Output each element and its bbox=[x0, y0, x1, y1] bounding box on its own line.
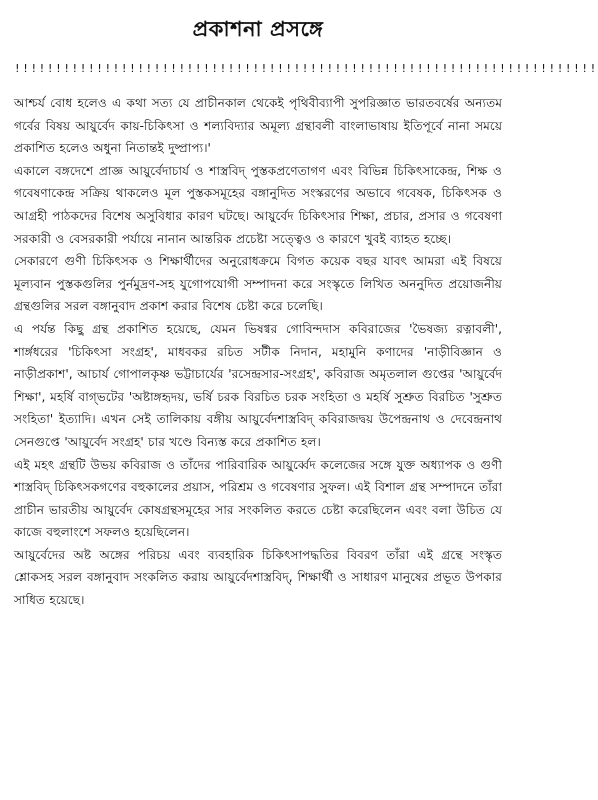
paragraph-5: এই মহৎ গ্রন্থটি উভয় কবিরাজ ও তাঁদের পারিবারিক আয়ুর্ব্বেদ কলেজের সঙ্গে যুক্ত অধ্যাপক ও গুণী শাস্ত্রবিদ্‌ চিকিৎসকগণের বহুকালের প্রয়াস, পরিশ্রম ও গবেষণার সুফল। এই বিশাল গ্রন্থ সম্পাদনে তাঁরা প্রাচীন ভারতীয় আয়ুর্বেদ কোষগ্রন্থসমূহের সার সংকলিত করতে চেষ্টা করেছিলেন এবং বলা উচিত যে কাজে বহুলাংশে সফলও হয়েছিলেন। bbox=[14, 457, 502, 540]
paragraph-3: সেকারণে গুণী চিকিৎসক ও শিক্ষার্থীদের অনুরোধক্রমে বিগত কয়েক বছর যাবৎ আমরা এই বিষয়ে মূল্যবান পুস্তকগুলির পুর্নমুদ্রণ-সহ যুগোপযোগী সম্পাদনা করে সংস্কৃতে লিখিত অননুদিত প্রয়োজনীয় গ্রন্থগুলির সরল বঙ্গানুবাদ প্রকাশ করার বিশেষ চেষ্টা করে চলেছি। bbox=[14, 254, 502, 314]
exclamation-divider: !!!!!!!!!!!!!!!!!!!!!!!!!!!!!!!!!!!!!!!!!!!!!!!!!!!!!!!!!!!!!!!!!!!!!!! bbox=[14, 62, 598, 75]
paragraph-6: আয়ুর্বেদের অষ্ট অঙ্গের পরিচয় এবং ব্যবহারিক চিকিৎসাপদ্ধতির বিবরণ তাঁরা এই গ্রন্থে সংস্কৃত শ্লোকসহ সরল বঙ্গানুবাদ সংকলিত করায় আয়ুর্বেদশাস্ত্রবিদ্‌, শিক্ষার্থী ও সাধারণ মানুষের প্রভূত উপকার সাধিত হয়েছে। bbox=[14, 547, 502, 608]
paragraph-2: একালে বঙ্গদেশে প্রাজ্ঞ আয়ুর্বেদাচার্য ও শাস্ত্রবিদ্‌ পুস্তকপ্রণেতাগণ এবং বিভিন্ন চিকিৎসাকেন্দ্র, শিক্ষ ও গবেষণাকেন্দ্র সক্রিয় থাকলেও মূল পুস্তকসমূহের বঙ্গানুদিত সংস্করণের অভাবে গবেষক, চিকিৎসক ও আগ্রহী পাঠকদের বিশেষ অসুবিধার কারণ ঘটছে। আয়ুর্বেদ চিকিৎসার শিক্ষা, প্রচার, প্রসার ও গবেষণা সরকারী ও বেসরকারী পর্যায়ে নানান আন্তরিক প্রচেষ্টা সত্ত্বেও ও কারণে খুবই ব্যাহত হচ্ছে। bbox=[14, 163, 502, 246]
page-title: প্রকাশনা প্রসঙ্গে bbox=[192, 17, 324, 41]
paragraph-1: আশ্চর্য বোধ হলেও এ কথা সত্য যে প্রাচীনকাল থেকেই পৃথিবীব্যাপী সুপরিজ্ঞাত ভারতবর্ষের অন্যতম গর্বের বিষয় আয়ুর্বেদ কায়-চিকিৎসা ও শল্যবিদ্যার অমূল্য গ্রন্থাবলী বাংলাভাষায় ইতিপূর্বে নানা সময়ে প্রকাশিত হলেও অধুনা নিতান্তই দুষ্প্রাপ্য।' bbox=[14, 96, 502, 156]
paragraph-4: এ পর্যন্ত কিছু গ্রন্থ প্রকাশিত হয়েছে, যেমন ভিষগ্বর গোবিন্দদাস কবিরাজের 'ভৈষজ্য রত্নাবলী', শার্ঙ্গধরের 'চিকিৎসা সংগ্রহ', মাধবকর রচিত সটীক নিদান, মহামুনি কণাদের 'নাড়ীবিজ্ঞান ও নাড়ীপ্রকাশ', আচার্য গোপালকৃষ্ণ ভট্টাচার্যের 'রসেন্দ্রসার-সংগ্রহ', কবিরাজ অমৃতলাল গুপ্তের 'আয়ুর্বেদ শিক্ষা', মহর্ষি বাগ্‌ভটের 'অষ্টাঙ্গহৃদয়, ভর্ষি চরক বিরচিত চরক সংহিতা ও মহর্ষি সুশ্রুত বিরচিত 'সুশ্রুত সংহিতা' ইত্যাদি। এখন সেই তালিকায় বঙ্গীয় আয়ুর্বেদশাস্ত্রবিদ্‌ কবিরাজদ্বয় উপেন্দ্রনাথ ও দেবেন্দ্রনাথ সেনগুপ্তে 'আয়ুর্বেদ সংগ্রহ' চার খণ্ডে বিন্যস্ত করে প্রকাশিত হল। bbox=[14, 321, 502, 449]
